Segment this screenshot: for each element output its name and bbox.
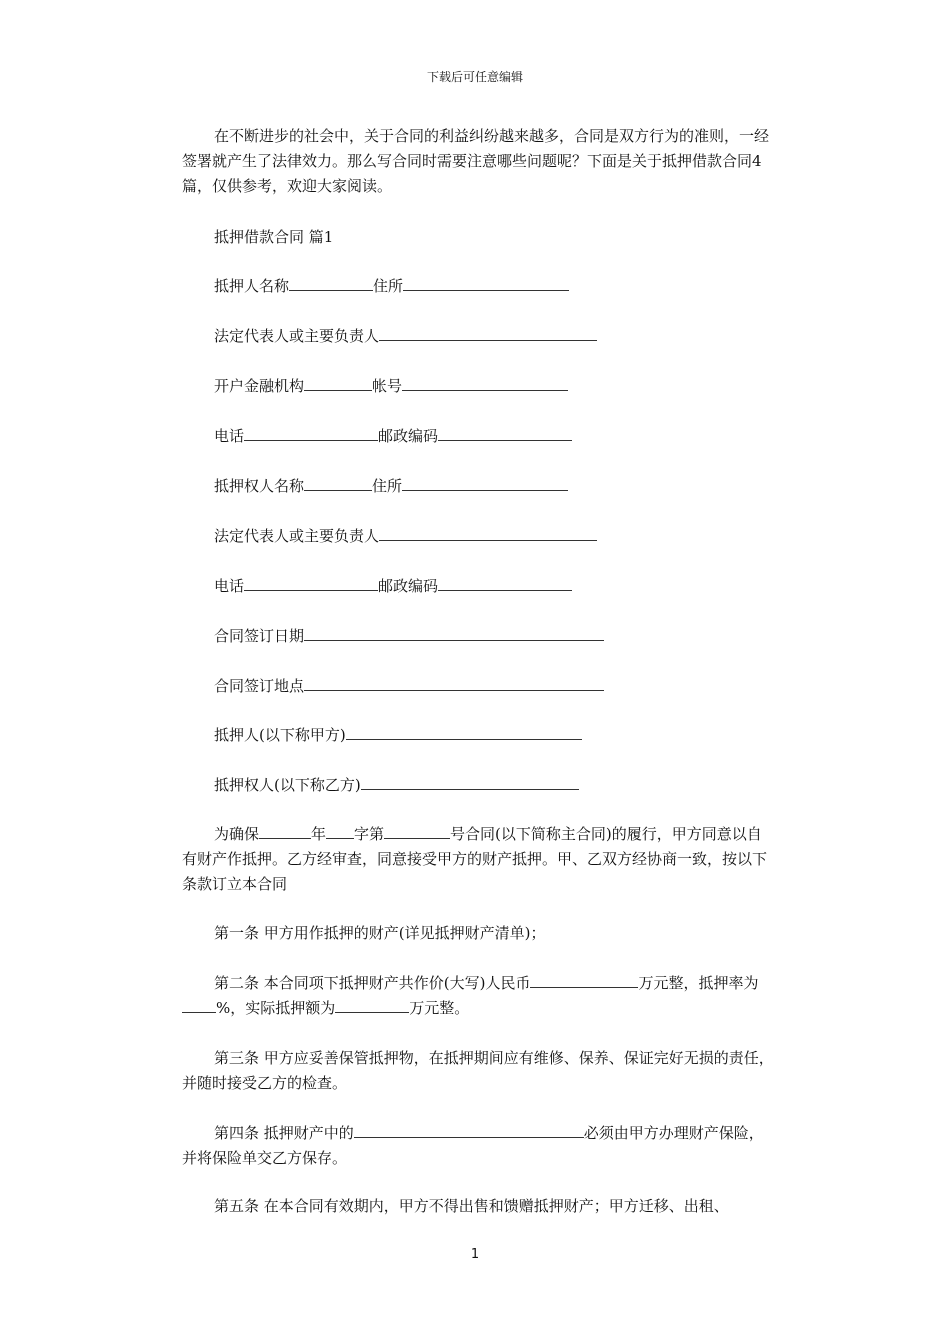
article-4 (182, 1121, 774, 1171)
intro-paragraph: 在不断进步的社会中，关于合同的利益纠纷越来越多，合同是双方行为的准则，一经签署就产生了法律效力。那么写合同时需要注意哪些问题呢？下面是关于抵押借款合同4篇，仅供参考，欢迎大家阅读。 (182, 127, 770, 195)
phone-line-2 (214, 576, 572, 596)
address-label: 住所 (373, 277, 404, 295)
party-b-line (214, 775, 579, 795)
party-b-blank (361, 775, 579, 790)
article-1: 第一条 甲方用作抵押的财产(详见抵押财产清单)； (214, 924, 546, 942)
bank-line (214, 376, 568, 396)
phone-blank (244, 426, 378, 441)
party-a-blank (346, 725, 582, 740)
sign-date-line (214, 626, 604, 646)
legal-rep-label: 法定代表人或主要负责人 (214, 327, 380, 345)
article-2-blank-2 (182, 998, 216, 1013)
sign-date-label: 合同签订日期 (214, 627, 305, 645)
bank-label: 开户金融机构 (214, 377, 305, 395)
article-4-text-a: 第四条 抵押财产中的 (214, 1124, 354, 1142)
article-2-blank-1 (530, 973, 638, 988)
phone-label-2: 电话 (214, 577, 245, 595)
purpose-paragraph (182, 822, 774, 897)
postcode-blank-2 (438, 576, 572, 591)
party-a-line (214, 725, 582, 745)
section-title: 抵押借款合同 篇1 (214, 228, 334, 246)
mortgagee-name-line (214, 476, 568, 496)
postcode-label-2: 邮政编码 (378, 577, 439, 595)
purpose-text-2: 年 (311, 825, 327, 843)
purpose-text-4: 号合同(以下简称主合同)的履行，甲方同意以自有财产作抵押。乙方经审查，同意接受甲方的财产抵押。甲、乙双方经协商一致，按以下条款订立本合同 (182, 825, 768, 893)
purpose-blank-2 (326, 824, 354, 839)
article-2-text-a: 第二条 本合同项下抵押财产共作价(大写)人民币 (214, 974, 531, 992)
article-4-blank (354, 1123, 584, 1138)
purpose-text-3: 字第 (354, 825, 385, 843)
article-2 (182, 971, 774, 1021)
article-2-text-d: 万元整。 (409, 999, 470, 1017)
mortgagor-name-blank (289, 276, 373, 291)
postcode-label: 邮政编码 (378, 427, 439, 445)
address-label-2: 住所 (372, 477, 403, 495)
article-5: 第五条 在本合同有效期内，甲方不得出售和馈赠抵押财产；甲方迁移、出租、 (214, 1197, 729, 1215)
sign-place-label: 合同签订地点 (214, 677, 305, 695)
purpose-blank-1 (259, 824, 311, 839)
address-blank (403, 276, 569, 291)
bank-blank (304, 376, 372, 391)
account-blank (402, 376, 568, 391)
sign-place-blank (304, 676, 604, 691)
legal-rep-blank (379, 326, 597, 341)
legal-rep-line-2 (214, 526, 597, 546)
party-a-label: 抵押人(以下称甲方) (214, 726, 346, 744)
purpose-blank-3 (384, 824, 450, 839)
mortgagee-name-label: 抵押权人名称 (214, 477, 305, 495)
mortgagor-name-label: 抵押人名称 (214, 277, 290, 295)
article-4-text-b: 必须由甲方办理财产保险，并将保险单交乙方保存。 (182, 1124, 764, 1167)
phone-label: 电话 (214, 427, 245, 445)
page-number: 1 (470, 1247, 480, 1262)
legal-rep-label-2: 法定代表人或主要负责人 (214, 527, 380, 545)
legal-rep-blank-2 (379, 526, 597, 541)
party-b-label: 抵押权人(以下称乙方) (214, 776, 361, 794)
legal-rep-line (214, 326, 597, 346)
article-3: 第三条 甲方应妥善保管抵押物，在抵押期间应有维修、保养、保证完好无损的责任，并随时接受乙方的检查。 (182, 1049, 774, 1092)
article-2-text-c: %，实际抵押额为 (216, 999, 336, 1017)
phone-blank-2 (244, 576, 378, 591)
postcode-blank (438, 426, 572, 441)
page-header: 下载后可任意编辑 (426, 70, 523, 84)
phone-line (214, 426, 572, 446)
article-2-text-b: 万元整，抵押率为 (638, 974, 759, 992)
account-label: 帐号 (372, 377, 403, 395)
mortgagor-name-line (214, 276, 569, 296)
address-blank-2 (402, 476, 568, 491)
sign-date-blank (304, 626, 604, 641)
article-2-blank-3 (335, 998, 409, 1013)
mortgagee-name-blank (304, 476, 372, 491)
purpose-text-1: 为确保 (214, 825, 260, 843)
sign-place-line (214, 676, 604, 696)
